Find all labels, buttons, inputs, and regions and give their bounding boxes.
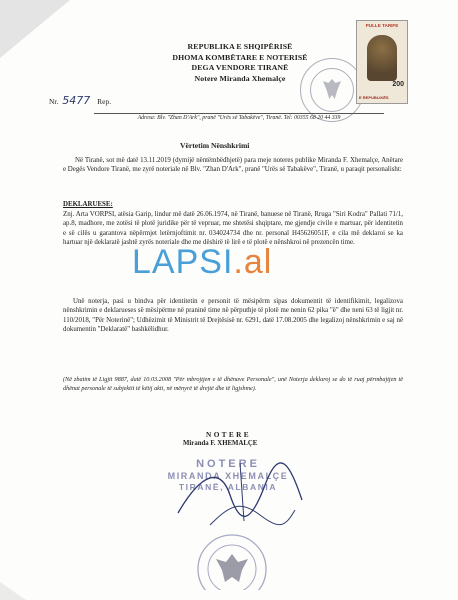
header-branch: DEGA VENDORE TIRANË <box>191 63 289 72</box>
register-number-rep: Rep. <box>97 97 112 106</box>
header-chamber: DHOMA KOMBËTARE E NOTERISË <box>172 52 308 62</box>
register-number-prefix: Nr. <box>49 97 59 106</box>
revenue-stamp-title: PULLE TARIFE <box>365 23 399 28</box>
revenue-stamp-value: 200 <box>392 81 404 88</box>
signature-name: Miranda F. XHEMALÇE <box>183 440 258 447</box>
lapsi-watermark <box>132 243 272 282</box>
folded-corner-top <box>0 0 70 58</box>
folded-corner-bottom <box>0 582 26 600</box>
office-stamp-line1: NOTERE <box>196 458 260 470</box>
revenue-stamp-footer: E REPUBLIKËS <box>359 95 389 100</box>
register-number-handwritten: 5477 <box>62 94 91 107</box>
declarant-paragraph: Znj. Arta VORPSI, atësia Garip, lindur më datë 26.06.1974, në Tiranë, banuese në Tiranë, Rruga "Siri Kodra" Pallati 71/1, ap.8, madhore, me zotësi të plotë juridike për të vepruar, me shtetësi shqiptare, me gjendje civile e martuar, për identitetin e së cilës u garantova nëpërmjet letërnjoftimit nr. 034024734 dhe nr. personal H45626051F, e cila më deklaroi se ka hartuar një deklaratë jashtë zyrës noteriale dhe me dëshirë të lirë e të plotë e nënshkroi në prezencën time. <box>63 211 403 247</box>
legalization-paragraph: Unë noterja, pasi u bindva për identitetin e personit të mësipërm sipas dokumentit të identifikimit, legalizova nënshkrimin e deklarueses së mësipërme në praninë time në përputhje të plotë me nenin 62 pika "ë" dhe neni 63 të ligjit nr. 110/2018, "Për Noterinë"; Udhëzimit të Ministrit të Drejtësisë nr. 6291, datë 17.08.2005 dhe legalizoj nënshkrimin e saj në dokumentin "Deklaratë" bashkëlidhur. <box>63 298 403 334</box>
data-protection-note: (Në zbatim të Ligjit 9887, datë 10.03.2008 "Për mbrojtjen e të dhënave Personale", unë Noterja deklaroj se do të ruaj përmbajtjen të dhënat personale të subjektit të këtij akti, në mënyrë të drejtë dhe të ligjshme). <box>63 376 403 392</box>
signature-role: N O T E R E <box>206 430 249 439</box>
stamp-portrait-icon <box>367 35 397 81</box>
declarant-label: DEKLARUESE: <box>63 201 113 208</box>
document-title: Vërtetim Nënshkrimi <box>180 141 250 150</box>
office-address: Adresa: Blv. "Zhan D'Ark", pranë "Urës së Tabakëve", Tiranë. Tel: 00355 68 20 44 339 <box>94 113 384 121</box>
register-number <box>49 94 111 107</box>
office-stamp-line3: TIRANË, ALBANIA <box>178 482 278 492</box>
watermark-name: LAPSI <box>132 243 234 281</box>
revenue-stamp <box>356 20 408 104</box>
intro-paragraph: Në Tiranë, sot më datë 13.11.2019 (dymijë nëntëmbëdhjetë) para meje noteres publike Miranda F. Xhemalçe, Anëtare e Degës Vendore Tiranë, me zyrë noteriale në Blv. "Zhan D'Ark", pranë "Urës së Tabakëve", Tiranë, u paraqit personalisht: <box>63 157 403 174</box>
header-republic: REPUBLIKA E SHQIPËRISË <box>187 42 293 51</box>
watermark-domain: .al <box>233 243 273 281</box>
office-stamp-line2: MIRANDA XHEMALÇE <box>167 471 289 481</box>
header-notary: Notere Miranda Xhemalçe <box>194 73 286 83</box>
round-seal-bottom <box>195 532 269 590</box>
handwritten-signature <box>170 455 310 533</box>
eagle-emblem-icon <box>323 79 341 99</box>
